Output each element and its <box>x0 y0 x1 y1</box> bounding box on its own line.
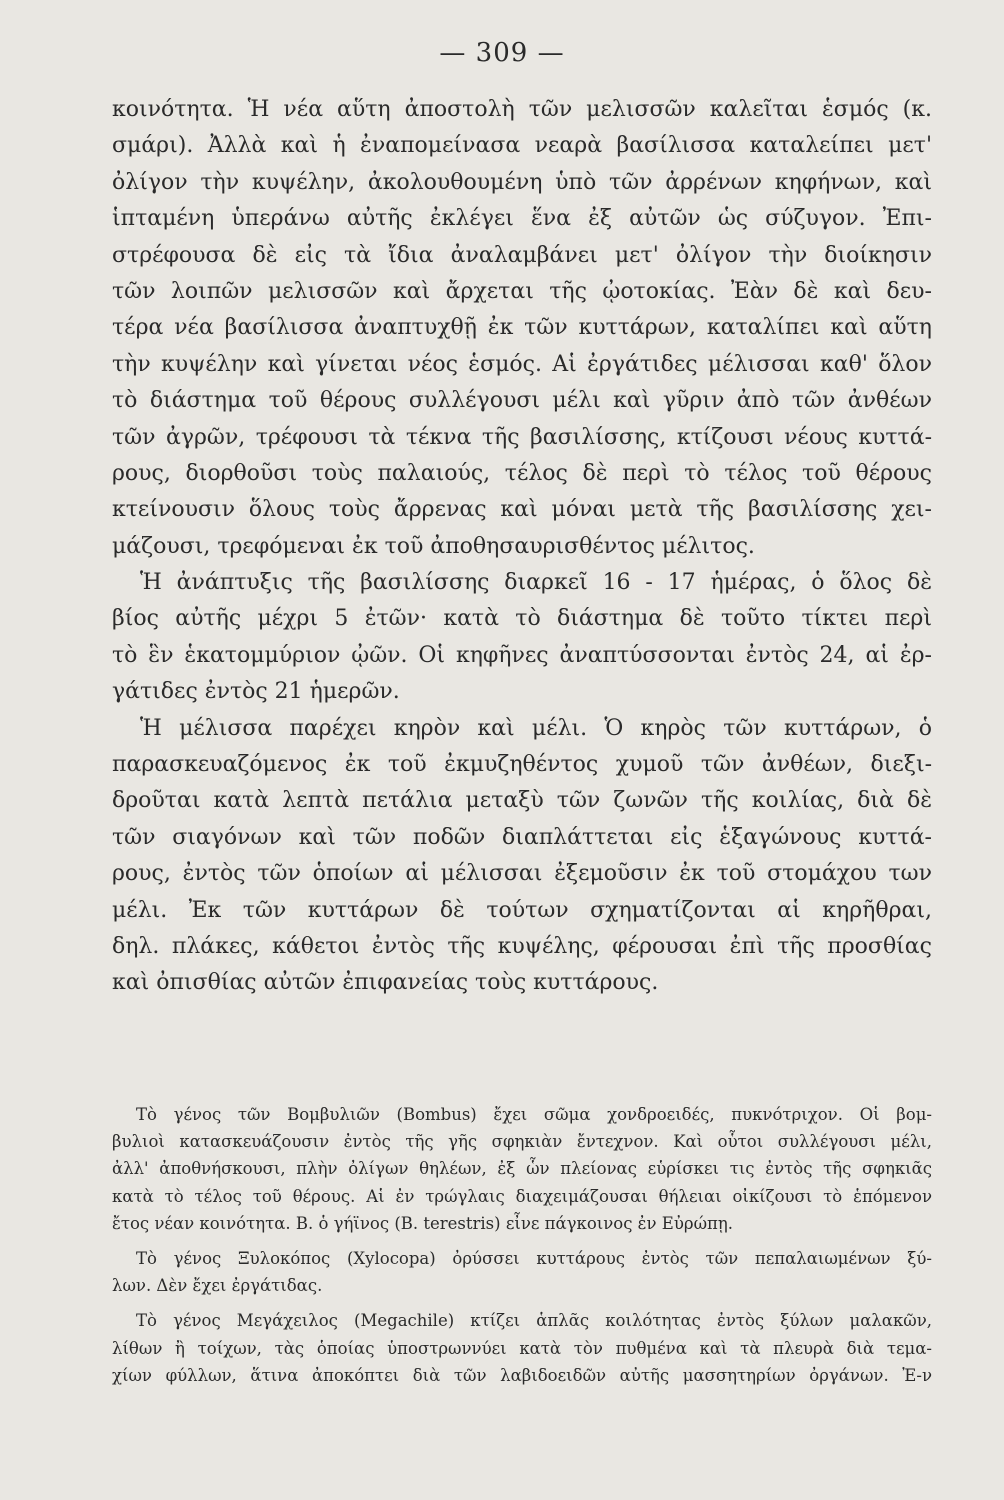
text-line: σμάρι). Ἀλλὰ καὶ ἡ ἐναπομείνασα νεαρὰ βασίλισσα καταλείπει μετ' <box>112 133 932 159</box>
text-line: κοινότητα. Ἡ νέα αὕτη ἀποστολὴ τῶν μελισσῶν καλεῖται ἑσμός (κ. <box>112 97 932 122</box>
note-line: χίων φύλλων, ἅτινα ἀποκόπτει διὰ τῶν λαβιδοειδῶν αὐτῆς μασσητηρίων ὀργάνων. Ἐ-ν <box>112 1365 932 1385</box>
text-line: τὴν κυψέλην καὶ γίνεται νέος ἑσμός. Αἱ ἐργάτιδες μέλισσαι καθ' ὅλον <box>112 351 932 377</box>
text-line: τέρα νέα βασίλισσα ἀναπτυχθῇ ἐκ τῶν κυττάρων, καταλίπει καὶ αὕτη <box>112 315 932 341</box>
text-line: καὶ ὀπισθίας αὐτῶν ἐπιφανείας τοὺς κυττάρους. <box>112 970 659 996</box>
text-line: δηλ. πλάκες, κάθετοι ἐντὸς τῆς κυψέλης, φέρουσαι ἐπὶ τῆς προσθίας <box>112 933 932 959</box>
note-line: ἔτος νέαν κοινότητα. Β. ὁ γήϊνος (B. terestris) εἶνε πάγκοινος ἐν Εὐρώπῃ. <box>112 1213 734 1233</box>
note-line: βυλιοὶ κατασκευάζουσιν ἐντὸς τῆς γῆς σφηκιὰν ἔντεχνον. Καὶ οὗτοι συλλέγουσι μέλι, <box>112 1132 932 1152</box>
note-line: Τὸ γένος Μεγάχειλος (Megachile) κτίζει ἁπλᾶς κοιλότητας ἐντὸς ξύλων μαλακῶν, <box>136 1311 932 1331</box>
text-line: παρασκευαζόμενος ἐκ τοῦ ἐκμυζηθέντος χυμοῦ τῶν ἀνθέων, διεξι- <box>112 752 932 778</box>
note-line: λων. Δὲν ἔχει ἐργάτιδας. <box>112 1276 323 1296</box>
note-line: Τὸ γένος Ξυλοκόπος (Xylocopa) ὀρύσσει κυττάρους ἐντὸς τῶν πεπαλαιωμένων ξύ- <box>136 1248 932 1268</box>
text-line: μέλι. Ἐκ τῶν κυττάρων δὲ τούτων σχηματίζονται αἱ κηρῆθραι, <box>112 897 932 923</box>
note-line: ἀλλ' ἀποθνήσκουσι, πλὴν ὀλίγων θηλέων, ἐξ ὧν πλείονας εὑρίσκει τις ἐντὸς τῆς σφηκιᾶς <box>112 1159 932 1179</box>
text-line: ὀλίγον τὴν κυψέλην, ἀκολουθουμένη ὑπὸ τῶν ἀρρένων κηφήνων, καὶ <box>112 169 932 195</box>
note-line: Τὸ γένος τῶν Βομβυλιῶν (Bombus) ἔχει σῶμα χονδροειδές, πυκνότριχον. Οἱ βομ- <box>136 1105 932 1124</box>
text-line: ρους, διορθοῦσι τοὺς παλαιούς, τέλος δὲ περὶ τὸ τέλος τοῦ θέρους <box>112 460 932 486</box>
text-line: βίος αὐτῆς μέχρι 5 ἐτῶν· κατὰ τὸ διάστημα δὲ τοῦτο τίκτει περὶ <box>112 606 932 632</box>
text-line: Ἡ μέλισσα παρέχει κηρὸν καὶ μέλι. Ὁ κηρὸς τῶν κυττάρων, ὁ <box>140 715 932 741</box>
main-text <box>112 92 932 1002</box>
text-line: Ἡ ἀνάπτυξις τῆς βασιλίσσης διαρκεῖ 16 - 17 ἡμέρας, ὁ ὅλος δὲ <box>140 570 932 596</box>
text-line: τῶν λοιπῶν μελισσῶν καὶ ἄρχεται τῆς ᾠοτοκίας. Ἐὰν δὲ καὶ δευ- <box>112 278 932 304</box>
text-line: γάτιδες ἐντὸς 21 ἡμερῶν. <box>112 679 400 705</box>
text-line: στρέφουσα δὲ εἰς τὰ ἴδια ἀναλαμβάνει μετ' ὀλίγον τὴν διοίκησιν <box>112 242 932 268</box>
text-line: τὸ ἓν ἑκατομμύριον ᾠῶν. Οἱ κηφῆνες ἀναπτύσσονται ἐντὸς 24, αἱ ἐρ- <box>112 642 932 668</box>
footnotes <box>112 1101 932 1389</box>
note-line: λίθων ἢ τοίχων, τὰς ὁποίας ὑποστρωννύει κατὰ τὸν πυθμένα καὶ τὰ πλευρὰ διὰ τεμα- <box>112 1338 932 1358</box>
text-line: τῶν σιαγόνων καὶ τῶν ποδῶν διαπλάττεται εἰς ἑξαγώνους κυττά- <box>112 824 932 850</box>
text-line: κτείνουσιν ὅλους τοὺς ἄρρενας καὶ μόναι μετὰ τῆς βασιλίσσης χει- <box>112 497 932 523</box>
text-line: ρους, ἐντὸς τῶν ὁποίων αἱ μέλισσαι ἐξεμοῦσιν ἐκ τοῦ στομάχου των <box>112 861 932 887</box>
text-line: δροῦται κατὰ λεπτὰ πετάλια μεταξὺ τῶν ζωνῶν τῆς κοιλίας, διὰ δὲ <box>112 788 932 814</box>
text-line: τῶν ἀγρῶν, τρέφουσι τὰ τέκνα τῆς βασιλίσσης, κτίζουσι νέους κυττά- <box>112 424 932 450</box>
text-line: τὸ διάστημα τοῦ θέρους συλλέγουσι μέλι καὶ γῦριν ἀπὸ τῶν ἀνθέων <box>112 388 932 414</box>
note-line: κατὰ τὸ τέλος τοῦ θέρους. Αἱ ἐν τρώγλαις διαχειμάζουσαι θήλειαι οἰκίζουσι τὸ ἑπόμενον <box>112 1186 932 1206</box>
text-line: ἱπταμένη ὑπεράνω αὐτῆς ἐκλέγει ἕνα ἐξ αὐτῶν ὡς σύζυγον. Ἐπι- <box>112 206 932 232</box>
page-number: — 309 — <box>439 38 565 68</box>
text-line: μάζουσι, τρεφόμεναι ἐκ τοῦ ἀποθησαυρισθέντος μέλιτος. <box>112 533 755 559</box>
